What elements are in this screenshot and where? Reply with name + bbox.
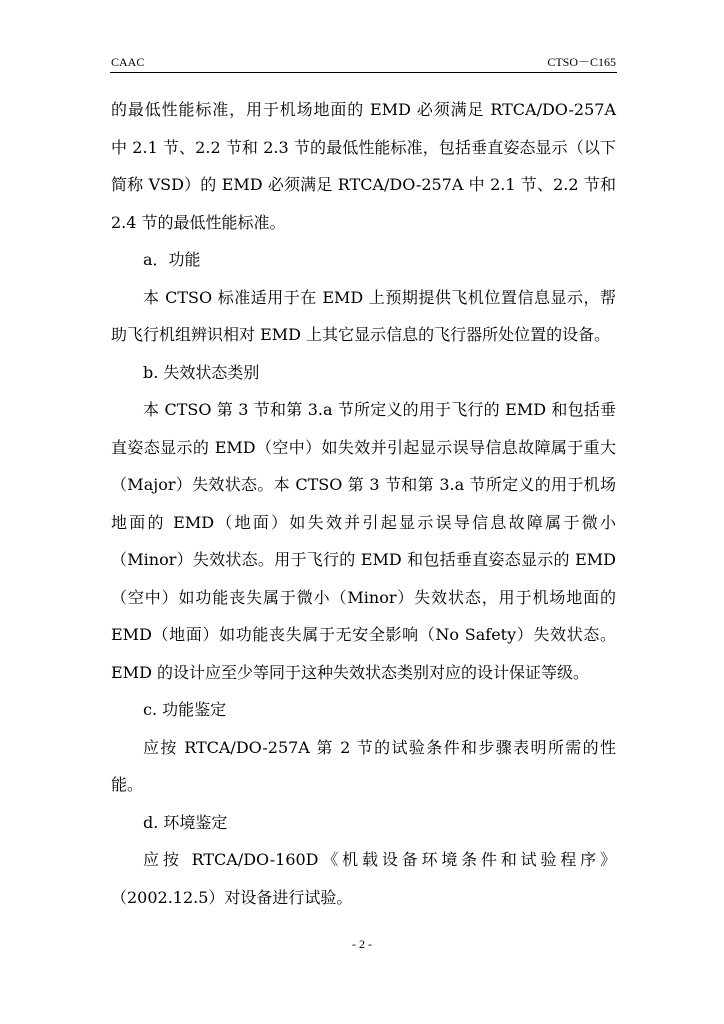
paragraph-failure-condition: 本 CTSO 第 3 节和第 3.a 节所定义的用于飞行的 EMD 和包括垂直姿态显示的 EMD（空中）如失效并引起显示误导信息故障属于重大（Major）失效状态。本 CTSO 第 3 节和第 3.a 节所定义的用于机场地面的 EMD（地面）如失效并引起显示误导信息故障属于微小（Minor）失效状态。用于飞行的 EMD 和包括垂直姿态显示的 EMD（空中）如功能丧失属于微小（Minor）失效状态，用于机场地面的 EMD（地面）如功能丧失属于无安全影响（No Safety）失效状态。EMD 的设计应至少等同于这种失效状态类别对应的设计保证等级。: [111, 400, 616, 682]
section-heading-failure-condition: b. 失效状态类别: [143, 362, 260, 382]
header-document-code: CTSO－C165: [547, 55, 616, 69]
paragraph-continuation: 的最低性能标准，用于机场地面的 EMD 必须满足 RTCA/DO-257A 中 2.1 节、2.2 节和 2.3 节的最低性能标准，包括垂直姿态显示（以下简称 VSD）的 EMD 必须满足 RTCA/DO-257A 中 2.1 节、2.2 节和 2.4 节的最低性能标准。: [111, 100, 616, 232]
paragraph-environmental-qualification: 应按 RTCA/DO-160D《机载设备环境条件和试验程序》（2002.12.5）对设备进行试验。: [111, 850, 616, 907]
page-header: [111, 55, 616, 69]
paragraph-function: 本 CTSO 标准适用于在 EMD 上预期提供飞机位置信息显示，帮助飞行机组辨识相对 EMD 上其它显示信息的飞行器所处位置的设备。: [111, 287, 616, 344]
page-number: - 2 -: [352, 937, 372, 951]
header-org-label: CAAC: [111, 55, 145, 69]
section-heading-environmental-qualification: d. 环境鉴定: [143, 812, 228, 832]
document-body: [111, 91, 616, 916]
paragraph-functional-qualification: 应按 RTCA/DO-257A 第 2 节的试验条件和步骤表明所需的性能。: [111, 737, 616, 794]
section-heading-functional-qualification: c. 功能鉴定: [143, 700, 227, 719]
header-divider: [110, 72, 617, 73]
section-heading-function: a．功能: [143, 250, 201, 269]
